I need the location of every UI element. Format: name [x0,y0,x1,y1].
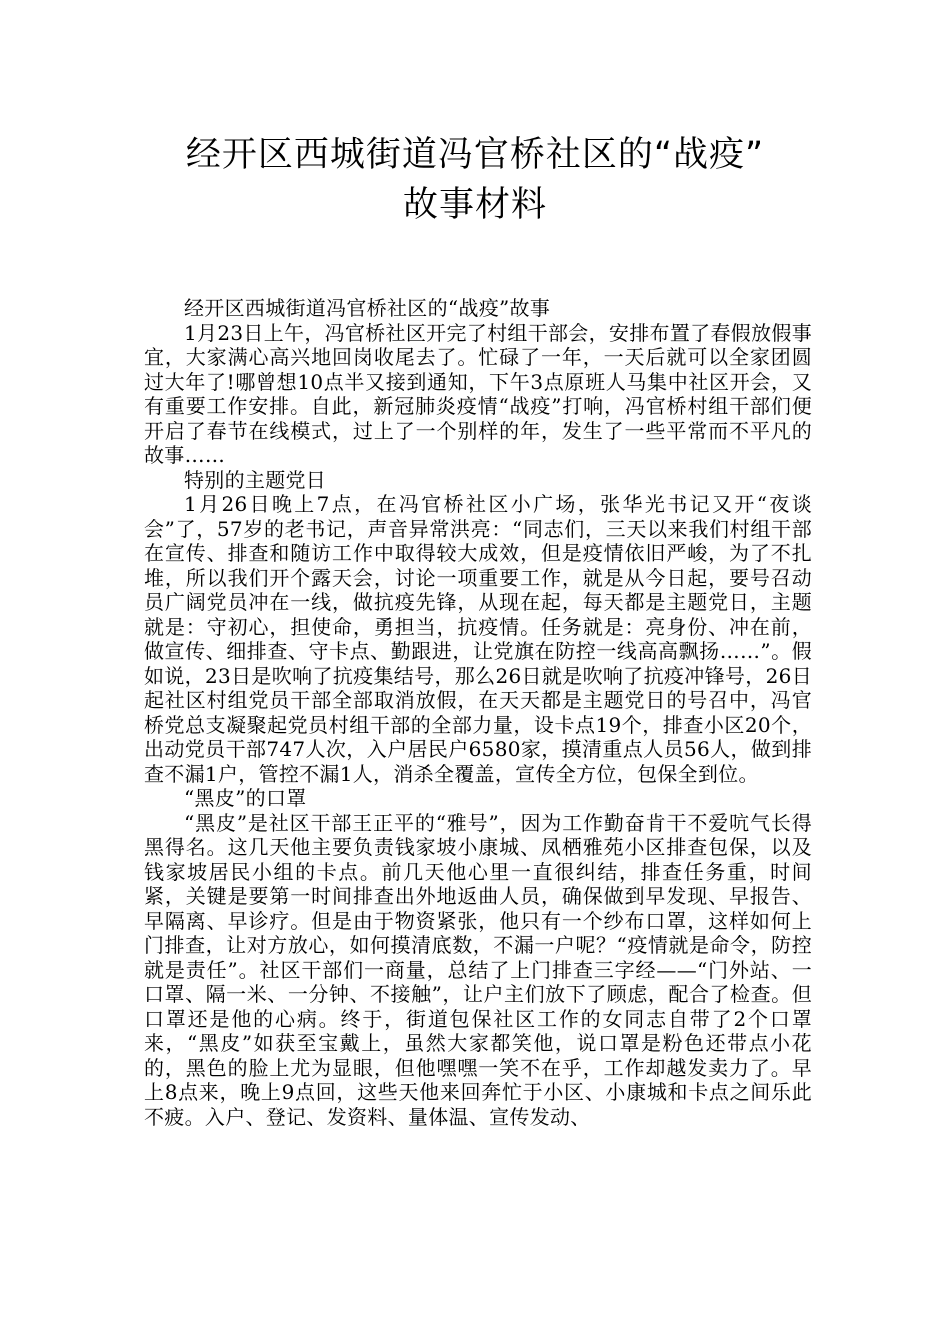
story-heading: 经开区西城街道冯官桥社区的“战疫”故事 [184,296,551,320]
document-title [100,130,850,230]
title-line-2: 故事材料 [402,185,547,225]
intro-paragraph: 1月23日上午，冯官桥社区开完了村组干部会，安排布置了春假放假事宜，大家满心高兴地回岗收尾去了。忙碌了一年，一天后就可以全家团圆过大年了!哪曾想10点半又接到通知，下午3点原班人马集中社区开会，又有重要工作安排。自此，新冠肺炎疫情“战疫”打响，冯官桥村组干部们便开启了春节在线模式，过上了一个别样的年，发生了一些平常而不平凡的故事…… [144,320,812,467]
mask-paragraph: “黑皮”是社区干部王正平的“雅号”，因为工作勤奋肯干不爱吭气长得黑得名。这几天他主要负责钱家坡小康城、凤栖雅苑小区排查包保，以及钱家坡居民小组的卡点。前几天他心里一直很纠结，排查任务重，时间紧，关键是要第一时间排查出外地返曲人员，确保做到早发现、早报告、早隔离、早诊疗。但是由于物资紧张，他只有一个纱布口罩，这样如何上门排查，让对方放心，如何摸清底数，不漏一户呢？“疫情就是命令，防控就是责任”。社区干部们一商量，总结了上门排查三字经——“门外站、一口罩、隔一米、一分钟、不接触”，让户主们放下了顾虑，配合了检查。但口罩还是他的心病。终于，街道包保社区工作的女同志自带了2个口罩来，“黑皮”如获至宝戴上，虽然大家都笑他，说口罩是粉色还带点小花的，黑色的脸上尤为显眼，但他嘿嘿一笑不在乎，工作却越发卖力了。早上8点来，晚上9点回，这些天他来回奔忙于小区、小康城和卡点之间乐此不疲。入户、登记、发资料、量体温、宣传发动、 [144,810,812,1129]
section-heading-party-day: 特别的主题党日 [184,467,327,492]
title-line-1: 经开区西城街道冯官桥社区的“战疫” [185,135,765,175]
document-body [144,296,812,1129]
section-heading-mask: “黑皮”的口罩 [184,786,307,810]
party-day-paragraph: 1月26日晚上7点，在冯官桥社区小广场，张华光书记又开“夜谈会”了，57岁的老书记，声音异常洪亮：“同志们，三天以来我们村组干部在宣传、排查和随访工作中取得较大成效，但是疫情依旧严峻，为了不扎堆，所以我们开个露天会，讨论一项重要工作，就是从今日起，要号召动员广阔党员冲在一线，做抗疫先锋，从现在起，每天都是主题党日，主题就是：守初心，担使命，勇担当，抗疫情。任务就是：亮身份、冲在前，做宣传、细排查、守卡点、勤跟进，让党旗在防控一线高高飘扬……”。假如说，23日是吹响了抗疫集结号，那么26日就是吹响了抗疫冲锋号，26日起社区村组党员干部全部取消放假，在天天都是主题党日的号召中，冯官桥党总支凝聚起党员村组干部的全部力量，设卡点19个，排查小区20个，出动党员干部747人次，入户居民户6580家，摸清重点人员56人，做到排查不漏1户，管控不漏1人，消杀全覆盖，宣传全方位，包保全到位。 [144,492,812,786]
